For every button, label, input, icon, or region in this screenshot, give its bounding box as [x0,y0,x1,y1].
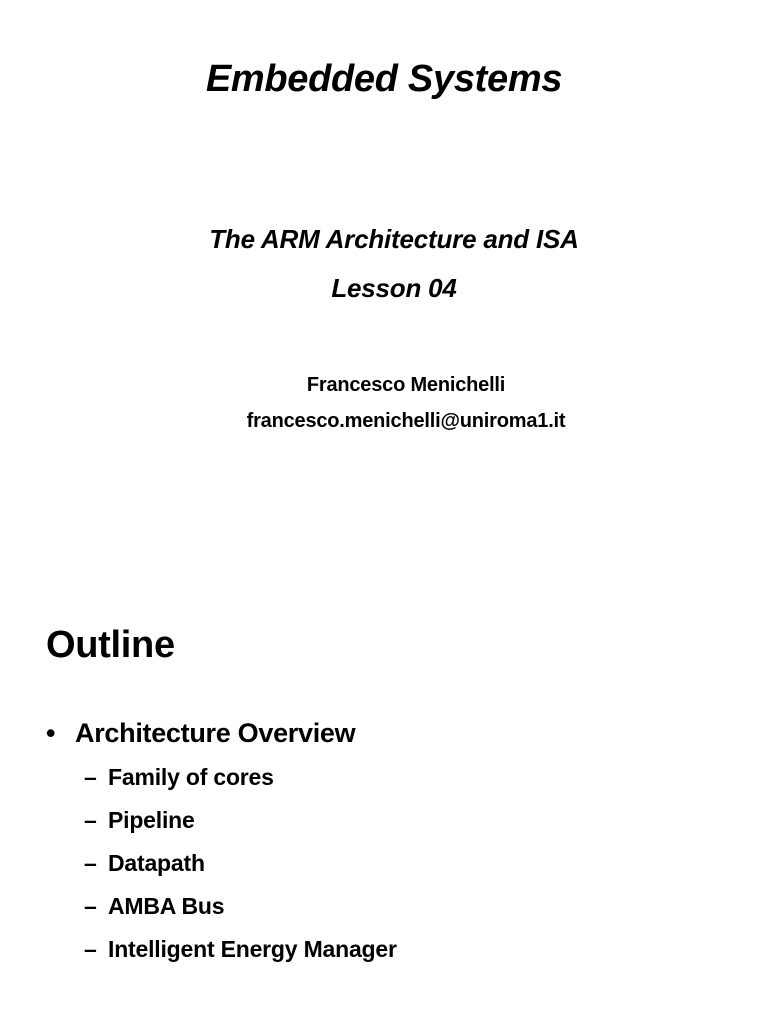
sub-bullet-list [84,764,397,979]
sub-bullet-item [84,850,397,893]
author-email: francesco.menichelli@uniroma1.it [246,410,566,432]
outline-title: Outline [46,624,175,666]
slide-subtitle: The ARM Architecture and ISA [209,224,579,254]
lesson-number: Lesson 04 [331,273,457,303]
sub-bullet-label: Pipeline [108,807,195,833]
dash-icon: – [84,764,97,790]
sub-bullet-label: AMBA Bus [108,893,225,919]
slide-title: Embedded Systems [205,58,563,100]
bullet-label: Architecture Overview [75,718,356,748]
dash-icon: – [84,893,97,919]
sub-bullet-label: Intelligent Energy Manager [108,936,397,962]
sub-bullet-item [84,807,397,850]
bullet-item-architecture-overview [46,718,355,749]
dash-icon: – [84,850,97,876]
sub-bullet-item [84,936,397,979]
sub-bullet-label: Family of cores [108,764,274,790]
outline-slide [0,512,768,1024]
dash-icon: – [84,807,97,833]
sub-bullet-item [84,893,397,936]
sub-bullet-label: Datapath [108,850,205,876]
author-name: Francesco Menichelli [306,374,506,396]
dash-icon: – [84,936,97,962]
bullet-icon: • [46,718,56,748]
sub-bullet-item [84,764,397,807]
